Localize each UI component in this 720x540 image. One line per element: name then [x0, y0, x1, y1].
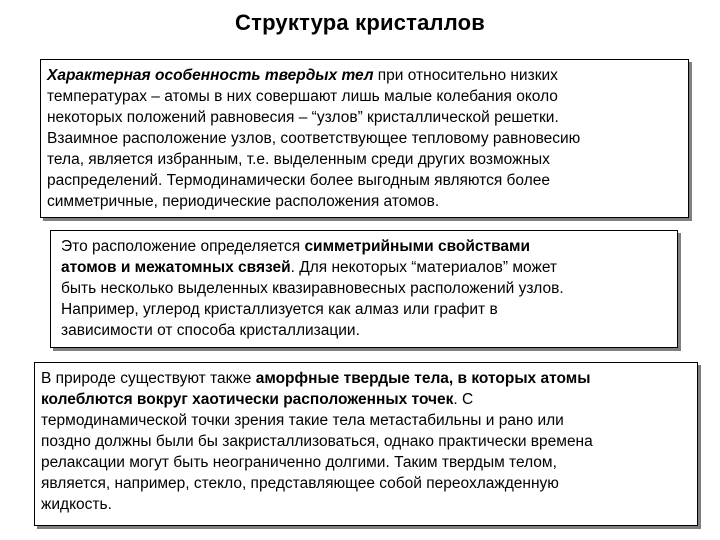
box1-line-6: распределений. Термодинамически более выгодным являются более: [47, 172, 550, 189]
box2-emphasis-2: атомов и межатомных связей: [61, 259, 291, 276]
box2-line-2: [61, 257, 671, 278]
box3-line-3: термодинамической точки зрения такие тела метастабильны и рано или: [41, 412, 564, 429]
box2-line-3: быть несколько выделенных квазиравновесных расположений узлов.: [61, 280, 564, 297]
slide-title: Структура кристаллов: [235, 10, 485, 35]
box2-emphasis-1: симметрийными свойствами: [304, 238, 531, 255]
box1-line-1: [47, 65, 682, 86]
box2-line-2-rest: . Для некоторых “материалов” может: [290, 259, 558, 276]
text-box-symmetry: [50, 230, 678, 348]
box2-line-5: зависимости от способа кристаллизации.: [61, 322, 360, 339]
box3-emphasis-2: колеблются вокруг хаотически расположенных точек: [41, 391, 454, 408]
box3-line-5: релаксации могут быть неограниченно долгими. Таким твердым телом,: [41, 454, 557, 471]
box1-line-4: Взаимное расположение узлов, соответствующее тепловому равновесию: [47, 130, 581, 147]
box3-line-4: поздно должны были бы закристаллизоваться, однако практически времена: [41, 433, 593, 450]
box3-line-2-rest: . С: [453, 391, 474, 408]
box3-line-2: [41, 389, 691, 410]
box3-line-7: жидкость.: [41, 496, 112, 513]
box3-emphasis-1: аморфные твердые тела, в которых атомы: [255, 370, 591, 387]
text-box-amorphous: [34, 362, 698, 526]
box2-line-1: [61, 236, 671, 257]
box3-line-6: является, например, стекло, представляющее собой переохлажденную: [41, 475, 559, 492]
text-box-solid-bodies: [40, 59, 689, 218]
box3-line-1-pre: В природе существуют также: [41, 370, 256, 387]
box3-line-1: [41, 368, 691, 389]
box2-line-1-pre: Это расположение определяется: [61, 238, 305, 255]
box1-line-3: некоторых положений равновесия – “узлов” кристаллической решетки.: [47, 109, 559, 126]
box1-line-2: температурах – атомы в них совершают лишь малые колебания около: [47, 88, 558, 105]
box1-line-7: симметричные, периодические расположения атомов.: [47, 193, 440, 210]
box2-line-4: Например, углерод кристаллизуется как алмаз или графит в: [61, 301, 498, 318]
box1-emphasis: Характерная особенность твердых тел: [47, 67, 374, 84]
box1-line-5: тела, является избранным, т.е. выделенным среди других возможных: [47, 151, 550, 168]
box1-line-1-rest: при относительно низких: [373, 67, 558, 84]
